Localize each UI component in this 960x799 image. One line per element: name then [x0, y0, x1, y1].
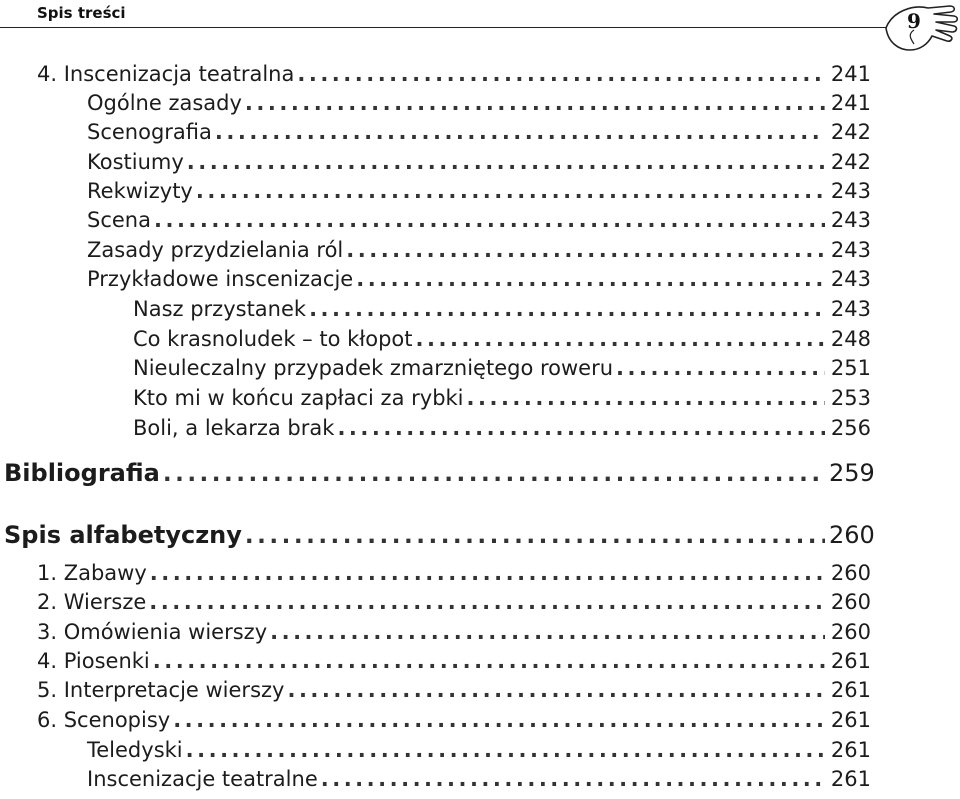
toc-entry-page: 251	[830, 356, 871, 380]
toc-entry-label: Rekwizyty	[87, 179, 193, 203]
toc-entry-label: 3. Omówienia wierszy	[37, 620, 268, 644]
toc-entry-label: 4. Piosenki	[37, 649, 150, 673]
toc-entry	[133, 356, 871, 385]
toc-entry-page: 243	[830, 208, 871, 232]
toc-entry-label: 2. Wiersze	[37, 590, 147, 614]
dot-leader	[297, 62, 825, 86]
toc-entry-page: 261	[830, 767, 871, 791]
page-number: 9	[907, 9, 921, 33]
toc-entry-page: 261	[830, 649, 871, 673]
dot-leader	[287, 678, 825, 702]
toc-section-heading	[4, 521, 875, 550]
toc-entry-page: 259	[829, 459, 875, 487]
toc-entry	[133, 416, 871, 445]
toc-entry	[87, 767, 871, 796]
toc-entry	[87, 150, 871, 179]
toc-entry-label: Scena	[87, 208, 151, 232]
toc-entry-label: Zasady przydzielania ról	[87, 238, 344, 262]
toc-entry-page: 243	[830, 238, 871, 262]
toc-entry-page: 242	[830, 150, 871, 174]
dot-leader	[154, 208, 825, 232]
toc-entry-label: Boli, a lekarza brak	[133, 416, 335, 440]
dot-leader	[309, 297, 825, 321]
dot-leader	[356, 267, 825, 291]
dot-leader	[346, 238, 825, 262]
toc-section-heading	[4, 459, 875, 488]
toc-entry-page: 260	[830, 620, 871, 644]
toc-entry-page: 253	[830, 386, 871, 410]
toc-entry-page: 241	[830, 91, 871, 115]
toc-entry-label: Przykładowe inscenizacje	[87, 267, 354, 291]
toc-entry-label: 5. Interpretacje wierszy	[37, 678, 285, 702]
toc-entry	[87, 179, 871, 208]
toc-entry-page: 260	[830, 590, 871, 614]
toc-entry	[37, 708, 871, 737]
toc-entry-label: 1. Zabawy	[37, 561, 147, 585]
toc-entry	[133, 297, 871, 326]
toc-entry-label: Nieuleczalny przypadek zmarzniętego roweru	[133, 356, 614, 380]
toc-entry	[37, 678, 871, 707]
dot-leader	[245, 523, 825, 549]
toc-entry	[37, 620, 871, 649]
toc-entry-page: 256	[830, 416, 871, 440]
toc-entry-label: Ogólne zasady	[87, 91, 242, 115]
dot-leader	[245, 91, 825, 115]
toc-entry	[133, 327, 871, 356]
dot-leader	[187, 150, 825, 174]
toc-entry	[87, 238, 871, 267]
running-header	[0, 0, 904, 28]
toc-entry	[37, 649, 871, 678]
dot-leader	[149, 590, 825, 614]
dot-leader	[416, 327, 825, 351]
toc-entry-page: 243	[830, 297, 871, 321]
toc-entry-page: 248	[830, 327, 871, 351]
toc-entry-page: 243	[830, 267, 871, 291]
toc-entry-page: 241	[830, 62, 871, 86]
toc-entry-label: Kto mi w końcu zapłaci za rybki	[133, 386, 464, 410]
dot-leader	[337, 416, 825, 440]
header-title: Spis treści	[37, 4, 126, 22]
toc-entry-page: 260	[830, 561, 871, 585]
dot-leader	[467, 386, 825, 410]
toc-entry	[87, 91, 871, 120]
toc-entry	[87, 208, 871, 237]
toc-entry	[37, 590, 871, 619]
dot-leader	[153, 649, 825, 673]
toc-entry-page: 243	[830, 179, 871, 203]
toc-entry-label: 4. Inscenizacja teatralna	[37, 62, 295, 86]
dot-leader	[186, 738, 825, 762]
dot-leader	[150, 561, 825, 585]
toc-entry-label: Inscenizacje teatralne	[87, 767, 318, 791]
toc-entry-page: 260	[829, 521, 875, 549]
dot-leader	[163, 461, 825, 487]
toc-entry-page: 261	[830, 738, 871, 762]
toc-entry-label: Spis alfabetyczny	[4, 521, 242, 549]
toc-entry-label: Co krasnoludek – to kłopot	[133, 327, 413, 351]
toc-entry-label: Kostiumy	[87, 150, 184, 174]
toc-entry	[37, 62, 871, 91]
toc-entry-label: Bibliografia	[4, 459, 160, 487]
dot-leader	[321, 767, 825, 791]
toc-entry	[87, 738, 871, 767]
toc-entry	[133, 386, 871, 415]
toc-entry-label: Nasz przystanek	[133, 297, 307, 321]
toc-entry-label: 6. Scenopisy	[37, 708, 171, 732]
hand-icon	[884, 0, 958, 56]
dot-leader	[173, 708, 825, 732]
toc-entry-page: 261	[830, 708, 871, 732]
toc-entry-label: Scenografia	[87, 120, 212, 144]
toc-entry-label: Teledyski	[87, 738, 183, 762]
toc-entry-page: 261	[830, 678, 871, 702]
dot-leader	[196, 179, 825, 203]
toc-entry	[87, 120, 871, 149]
toc-entry	[87, 267, 871, 296]
dot-leader	[616, 356, 825, 380]
dot-leader	[270, 620, 825, 644]
toc-entry-page: 242	[830, 120, 871, 144]
toc-entry	[37, 561, 871, 590]
dot-leader	[215, 120, 825, 144]
